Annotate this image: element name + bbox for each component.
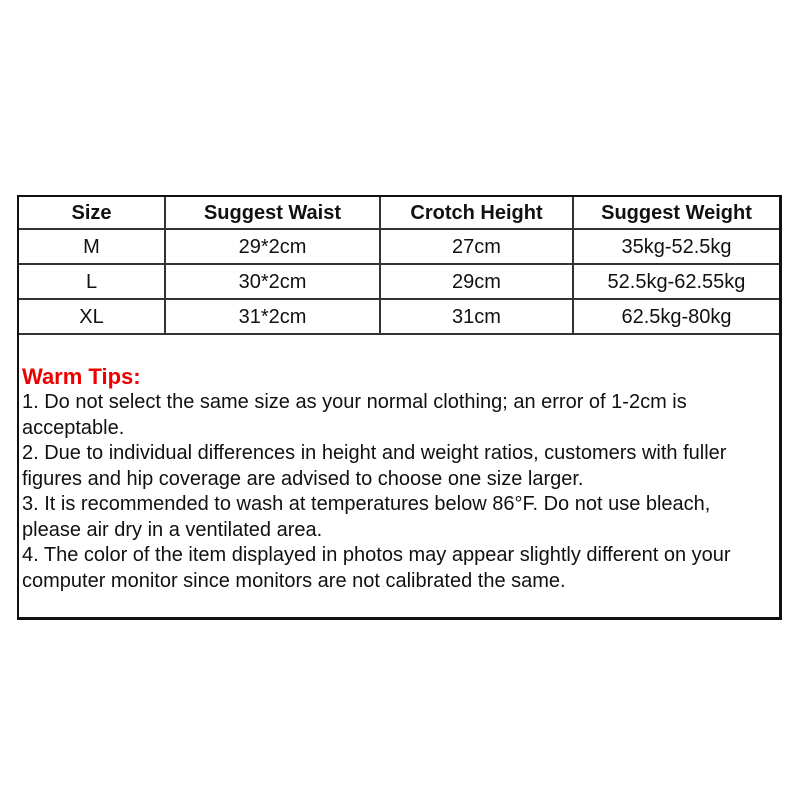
cell-size: L: [19, 264, 165, 299]
cell-size: XL: [19, 299, 165, 334]
cell-crotch-height: 27cm: [380, 229, 573, 264]
size-table: [19, 197, 779, 335]
tip-item: 4. The color of the item displayed in photos may appear slightly different on your computer monitor since monitors are not calibrated the same.: [22, 544, 731, 592]
tip-item: 1. Do not select the same size as your normal clothing; an error of 1-2cm is acceptable.: [22, 391, 687, 439]
header-suggest-waist: Suggest Waist: [165, 197, 380, 229]
cell-waist: 31*2cm: [165, 299, 380, 334]
header-suggest-weight: Suggest Weight: [573, 197, 779, 229]
tip-item: 3. It is recommended to wash at temperatures below 86°F. Do not use bleach, please air dry in a ventilated area.: [22, 493, 711, 541]
cell-crotch-height: 29cm: [380, 264, 573, 299]
cell-weight: 62.5kg-80kg: [573, 299, 779, 334]
warm-tips-title: Warm Tips:: [22, 364, 141, 389]
table-row: [19, 264, 779, 299]
header-size: Size: [19, 197, 165, 229]
table-row: [19, 299, 779, 334]
table-header-row: [19, 197, 779, 229]
cell-crotch-height: 31cm: [380, 299, 573, 334]
cell-waist: 29*2cm: [165, 229, 380, 264]
table-row: [19, 229, 779, 264]
cell-waist: 30*2cm: [165, 264, 380, 299]
cell-weight: 52.5kg-62.55kg: [573, 264, 779, 299]
warm-tips-section: [22, 365, 772, 594]
cell-weight: 35kg-52.5kg: [573, 229, 779, 264]
size-chart-frame: [17, 195, 782, 620]
tip-item: 2. Due to individual differences in height and weight ratios, customers with fuller figures and hip coverage are advised to choose one size larger.: [22, 442, 727, 490]
header-crotch-height: Crotch Height: [380, 197, 573, 229]
cell-size: M: [19, 229, 165, 264]
